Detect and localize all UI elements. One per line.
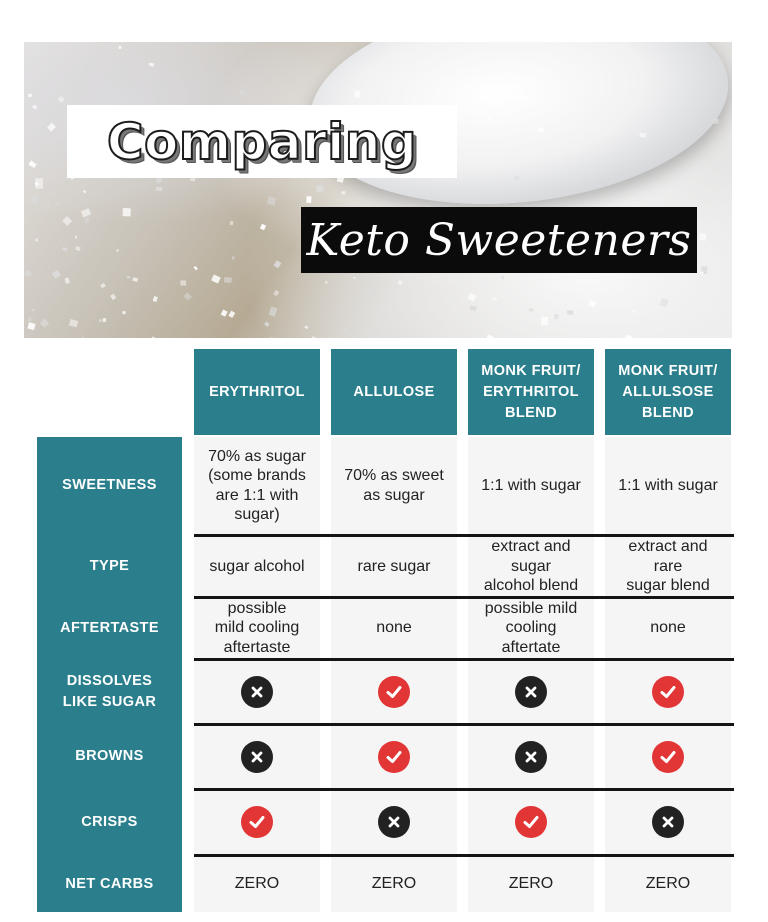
sugar-crystal	[81, 208, 91, 217]
table-cell	[325, 660, 463, 723]
x-circle-icon	[652, 806, 684, 838]
sugar-crystal	[28, 317, 32, 322]
page-subtitle: Keto Sweeteners	[306, 214, 692, 266]
sugar-crystal	[156, 187, 162, 191]
sugar-crystal	[30, 195, 39, 205]
sugar-crystal	[132, 277, 138, 282]
sugar-crystal	[239, 90, 246, 95]
sugar-crystal	[119, 46, 122, 49]
check-circle-icon	[652, 676, 684, 708]
sugar-crystal	[529, 308, 534, 312]
sugar-crystal	[65, 277, 70, 283]
sugar-crystal	[468, 293, 477, 301]
sugar-crystal	[274, 260, 282, 268]
sugar-crystal	[224, 277, 232, 283]
table-cell	[462, 790, 600, 854]
table-cell: possible mild cooling aftertate	[484, 599, 578, 656]
column-header: MONK FRUIT/ ERYTHRITOL BLEND	[468, 349, 594, 435]
column-header: ERYTHRITOL	[194, 349, 320, 435]
sugar-crystal	[122, 311, 125, 314]
sugar-crystal	[306, 196, 311, 203]
sugar-crystal	[153, 296, 158, 302]
sugar-crystal	[567, 310, 573, 315]
x-circle-icon	[515, 676, 547, 708]
column-header: MONK FRUIT/ ALLULSOSE BLEND	[605, 349, 731, 435]
sugar-crystal	[260, 224, 266, 231]
x-circle-icon	[515, 741, 547, 773]
check-circle-icon	[378, 741, 410, 773]
sugar-crystal	[127, 276, 131, 279]
sugar-crystal	[123, 208, 131, 216]
sugar-crystal	[354, 91, 360, 98]
sugar-crystal	[267, 196, 277, 205]
subtitle-banner	[301, 207, 697, 273]
row-label: BROWNS	[75, 748, 144, 764]
sugar-crystal	[75, 236, 77, 239]
sugar-crystal	[228, 311, 235, 318]
sugar-crystal	[397, 280, 402, 285]
sugar-crystal	[700, 271, 703, 274]
sugar-crystal	[40, 318, 49, 327]
table-cell: ZERO	[234, 875, 280, 893]
table-cell: 70% as sugar (some brands are 1:1 with sugar)	[208, 447, 306, 523]
sugar-crystal	[230, 221, 234, 226]
table-cell	[325, 725, 463, 788]
sugar-crystal	[273, 290, 279, 296]
table-cell: ZERO	[645, 875, 691, 893]
table-cell: 1:1 with sugar	[481, 476, 581, 494]
check-circle-icon	[241, 806, 273, 838]
table-cell	[462, 725, 600, 788]
table-cell: none	[650, 619, 686, 637]
table-cell	[599, 790, 737, 854]
sugar-crystal	[221, 309, 228, 316]
sugar-crystal	[501, 276, 504, 279]
sugar-crystal	[343, 328, 349, 334]
sugar-crystal	[69, 319, 78, 327]
sugar-crystal	[325, 281, 327, 284]
sugar-crystal	[24, 270, 31, 277]
table-cell: ZERO	[371, 875, 417, 893]
x-circle-icon	[378, 806, 410, 838]
sugar-crystal	[632, 310, 636, 313]
sugar-crystal	[269, 306, 278, 316]
x-circle-icon	[241, 676, 273, 708]
sugar-crystal	[151, 336, 155, 338]
table-cell	[599, 725, 737, 788]
sugar-crystal	[103, 318, 107, 322]
sugar-crystal	[35, 239, 38, 242]
table-cell	[188, 660, 326, 723]
sugar-crystal	[211, 274, 221, 283]
sugar-crystal	[56, 202, 59, 205]
sugar-crystal	[47, 123, 56, 132]
sugar-crystal	[79, 337, 88, 338]
sugar-crystal	[520, 96, 527, 101]
sugar-crystal	[712, 119, 719, 124]
sugar-crystal	[83, 190, 86, 193]
table-cell: sugar alcohol	[209, 557, 305, 575]
sugar-crystal	[58, 96, 65, 103]
sugar-crystal	[541, 317, 548, 326]
check-circle-icon	[652, 741, 684, 773]
sugar-crystal	[116, 249, 119, 252]
table-cell: extract and sugar alcohol blend	[483, 538, 579, 595]
sugar-crystal	[554, 314, 560, 320]
sugar-crystal	[486, 334, 493, 338]
page-title: Comparing	[106, 112, 418, 171]
sugar-crystal	[99, 319, 102, 322]
sugar-crystal	[537, 127, 543, 131]
sugar-crystal	[312, 336, 316, 338]
sugar-crystal	[232, 256, 235, 259]
row-label: CRISPS	[81, 813, 138, 830]
sugar-crystal	[85, 217, 90, 223]
row-label: AFTERTASTE	[60, 619, 159, 636]
sugar-crystal	[32, 309, 35, 312]
sugar-crystal	[52, 270, 61, 279]
table-cell	[599, 660, 737, 723]
sugar-crystal	[180, 280, 186, 285]
sugar-crystal	[699, 233, 707, 241]
hero-image	[24, 42, 732, 338]
table-cell	[462, 660, 600, 723]
x-circle-icon	[241, 741, 273, 773]
sugar-crystals-texture	[24, 42, 732, 338]
table-cell: possible mild cooling aftertaste	[214, 599, 300, 656]
sugar-crystal	[660, 298, 669, 308]
sugar-crystal	[110, 294, 116, 301]
table-cell	[188, 790, 326, 854]
check-circle-icon	[378, 676, 410, 708]
table-cell	[325, 790, 463, 854]
table-cell: ZERO	[508, 875, 554, 893]
row-label: SWEETNESS	[62, 477, 157, 493]
sugar-crystal	[304, 325, 308, 329]
sugar-crystal	[28, 93, 32, 97]
sugar-crystal	[264, 321, 269, 326]
sugar-crystal	[149, 63, 155, 67]
sugar-crystal	[623, 334, 632, 338]
row-label: DISSOLVES LIKE SUGAR	[62, 672, 157, 710]
table-cell: rare sugar	[357, 557, 431, 575]
title-banner	[67, 105, 457, 178]
sugar-crystal	[183, 292, 191, 300]
sugar-crystal	[588, 300, 596, 308]
sugar-crystal	[27, 322, 35, 330]
sugar-crystal	[100, 283, 106, 289]
sugar-crystal	[353, 277, 355, 279]
sugar-crystal	[515, 176, 519, 180]
sugar-crystal	[486, 116, 492, 121]
sugar-crystal	[493, 298, 497, 301]
row-label: NET CARBS	[65, 875, 154, 892]
sugar-crystal	[47, 204, 50, 207]
row-label: TYPE	[89, 558, 130, 574]
table-cell	[188, 725, 326, 788]
sugar-crystal	[270, 337, 275, 338]
check-circle-icon	[515, 806, 547, 838]
table-cell: 70% as sweet as sugar	[344, 467, 444, 504]
sugar-crystal	[32, 104, 37, 109]
sugar-crystal	[469, 305, 476, 311]
column-header: ALLULOSE	[331, 349, 457, 435]
sugar-crystal	[342, 191, 346, 194]
sugar-crystal	[62, 216, 72, 226]
table-cell: none	[376, 619, 412, 637]
sugar-crystal	[75, 246, 80, 251]
sugar-crystal	[639, 133, 646, 138]
sugar-crystal	[62, 247, 68, 252]
sugar-crystal	[316, 186, 323, 192]
table-cell: 1:1 with sugar	[618, 476, 718, 494]
sugar-crystal	[370, 289, 375, 294]
table-cell: extract and rare sugar blend	[626, 538, 710, 595]
sugar-crystal	[193, 266, 197, 270]
